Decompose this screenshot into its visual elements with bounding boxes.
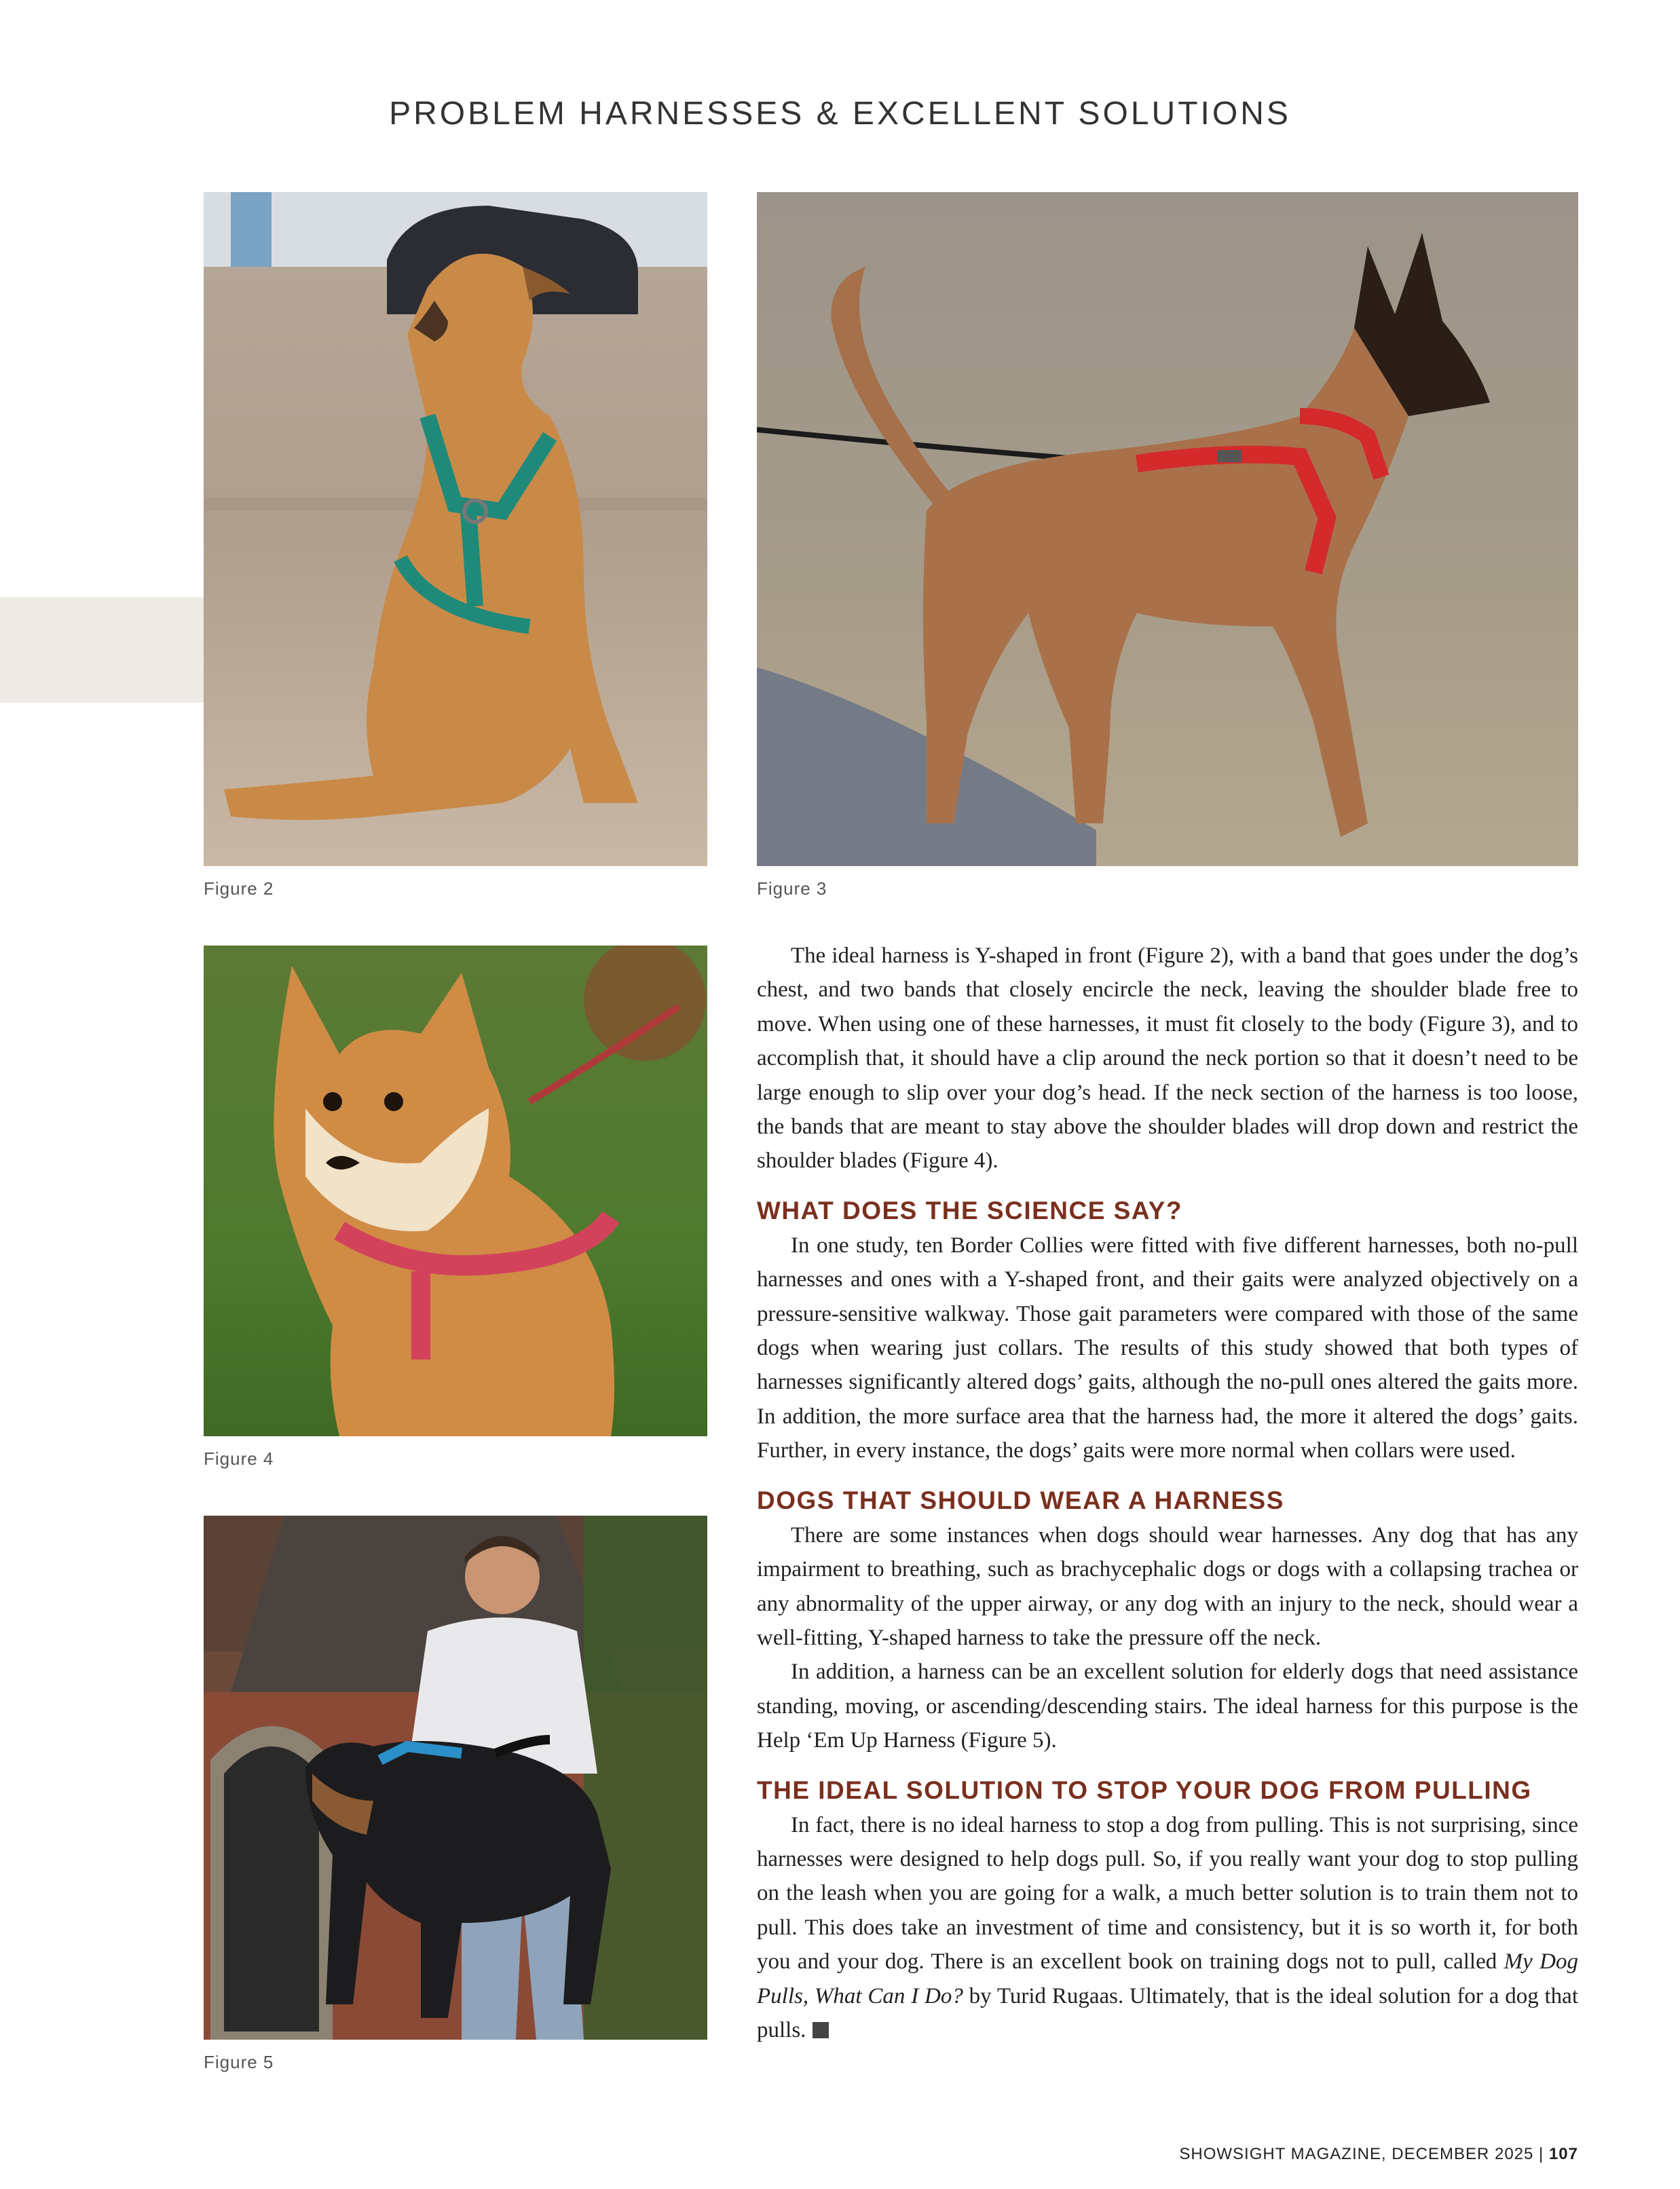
ideal-solution-paragraph: [757, 1808, 1578, 2048]
article-body: [757, 939, 1578, 2047]
figure-3-caption: Figure 3: [757, 878, 827, 899]
figure-4-caption: Figure 4: [204, 1448, 274, 1469]
page-header: PROBLEM HARNESSES & EXCELLENT SOLUTIONS: [389, 96, 1291, 132]
book-title: My Dog Pulls, What Can I Do?: [757, 1949, 1578, 2008]
ideal-solution-text-before: In fact, there is no ideal harness to stop a dog from pulling. This is not surprising, since harnesses were designed to help dogs pull. So, if you really want your dog to stop pulling on the leash when you are going for a walk, a much better solution is to train them not to pull. This does take an investment of time and consistency, but it is so worth it, for both you and your dog. There is an excellent book on training dogs not to pull, called: [757, 1812, 1578, 1975]
section-heading-science: WHAT DOES THE SCIENCE SAY?: [757, 1196, 1182, 1224]
end-mark-icon: [813, 2022, 829, 2038]
section-heading-should-wear: DOGS THAT SHOULD WEAR A HARNESS: [757, 1486, 1284, 1514]
figure-3-photo: [757, 192, 1578, 866]
side-tab-decoration: [0, 597, 204, 703]
page-number: 107: [1548, 2145, 1578, 2163]
science-paragraph: In one study, ten Border Collies were fitted with five different harnesses, both no-pull harnesses and ones with a Y-shaped front, and their gaits were analyzed objectively on a pressure-sensitive walkway. Those gait parameters were compared with those of the same dogs when wearing just collars. The results of this study showed that both types of harnesses significantly altered dogs’ gaits, although the no-pull ones altered the gaits more. In addition, the more surface area that the harness had, the more it altered the dogs’ gaits. Further, in every instance, the dogs’ gaits were more normal when collars were used.: [757, 1233, 1578, 1463]
figure-2-caption: Figure 2: [204, 878, 274, 899]
page-footer: [1179, 2145, 1578, 2164]
figure-4-photo: [204, 946, 707, 1436]
figure-2-photo: [204, 192, 707, 866]
figure-5-caption: Figure 5: [204, 2052, 274, 2072]
ideal-solution-text-after: by Turid Rugaas. Ultimately, that is the ideal solution for a dog that pulls.: [757, 1983, 1578, 2042]
intro-paragraph: The ideal harness is Y-shaped in front (Figure 2), with a band that goes under the dog’s chest, and two bands that closely encircle the neck, leaving the shoulder blade free to move. When using one of these harnesses, it must fit closely to the body (Figure 3), and to accomplish that, it should have a clip around the neck portion so that it doesn’t need to be large enough to slip over your dog’s head. If the neck section of the harness is too loose, the bands that are meant to stay above the shoulder blades will drop down and restrict the shoulder blades (Figure 4).: [757, 943, 1578, 1174]
footer-magazine: SHOWSIGHT MAGAZINE, DECEMBER 2025: [1179, 2145, 1534, 2163]
figure-5-photo: [204, 1516, 707, 2040]
should-wear-paragraph-1: There are some instances when dogs should wear harnesses. Any dog that has any impairment to breathing, such as brachycephalic dogs or dogs with a collapsing trachea or any abnormality of the upper airway, or any dog with an injury to the neck, should wear a well-fitting, Y-shaped harness to take the pressure off the neck.: [757, 1522, 1578, 1650]
section-heading-ideal-solution: THE IDEAL SOLUTION TO STOP YOUR DOG FROM PULLING: [757, 1776, 1532, 1804]
should-wear-paragraph-2: In addition, a harness can be an excellent solution for elderly dogs that need assistance standing, moving, or ascending/descending stairs. The ideal harness for this purpose is the Help ‘Em Up Harness (Figure 5).: [757, 1660, 1578, 1753]
footer-separator: |: [1539, 2145, 1544, 2163]
